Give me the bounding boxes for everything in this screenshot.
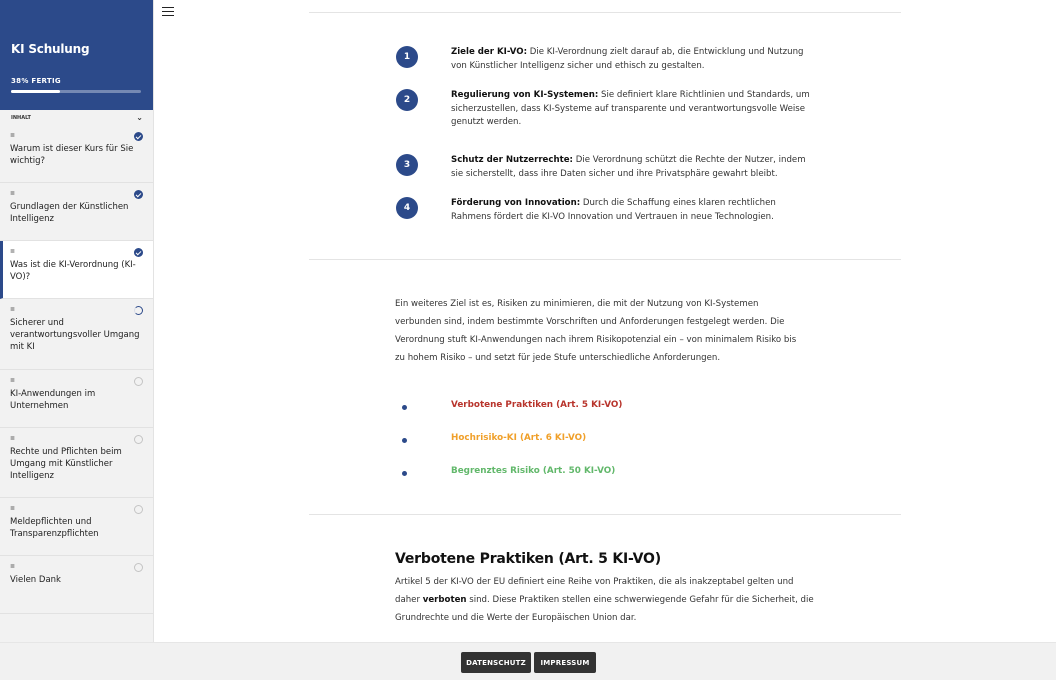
lesson-item[interactable]: [0, 428, 153, 498]
numbered-item: [396, 46, 816, 76]
document-icon: ≣: [10, 307, 16, 313]
risk-intro-paragraph: Ein weiteres Ziel ist es, Risiken zu minimieren, die mit der Nutzung von KI-Systemen verbunden sind, indem bestimmte Vorschriften und Anforderungen festgelegt werden. Die Verordnung stuft KI-Anwendungen nach ihrem Risikopotenzial ein – von minimalem Risiko bis zu hohem Risiko – und setzt für jede Stufe unterschiedliche Anforderungen.: [395, 299, 797, 363]
chevron-down-icon: ⌄: [136, 112, 143, 122]
check-circle-icon: [134, 132, 143, 141]
privacy-button[interactable]: DATENSCHUTZ: [461, 652, 531, 673]
number-badge: 4: [396, 197, 418, 219]
numbered-item: [396, 197, 816, 227]
lesson-title: Rechte und Pflichten beim Umgang mit Künstlicher Intelligenz: [10, 447, 122, 481]
bullet-icon: [402, 438, 407, 443]
risk-level-item: [402, 433, 702, 447]
document-icon: ≣: [10, 564, 16, 570]
numbered-item: [396, 89, 816, 137]
paragraph-emphasis: verboten: [422, 595, 467, 605]
lesson-item[interactable]: [0, 498, 153, 556]
number-badge: 2: [396, 89, 418, 111]
document-icon: ≣: [10, 249, 16, 255]
progress-bar-fill: [11, 90, 60, 93]
bullet-icon: [402, 471, 407, 476]
document-icon: ≣: [10, 436, 16, 442]
lesson-item[interactable]: [0, 241, 153, 299]
numbered-item-body: Die KI-Verordnung zielt darauf ab, die Entwicklung und Nutzung von Künstlicher Intelligenz sicher und ethisch zu gestalten.: [451, 47, 804, 71]
page-footer: [0, 642, 1056, 680]
numbered-item-body: Sie definiert klare Richtlinien und Standards, um sicherzustellen, dass KI-Systeme auf transparente und verantwortungsvolle Weise genutzt werden.: [451, 90, 810, 127]
section-divider: [309, 514, 901, 515]
empty-circle-icon: [134, 563, 143, 572]
course-title: KI Schulung: [11, 42, 90, 56]
numbered-item-text: [451, 46, 811, 73]
document-icon: ≣: [10, 133, 16, 139]
sidebar-header: [0, 0, 153, 110]
numbered-item-heading: Regulierung von KI-Systemen:: [451, 90, 599, 100]
numbered-item-heading: Schutz der Nutzerrechte:: [451, 155, 573, 165]
lesson-list: [0, 125, 153, 614]
numbered-item-heading: Ziele der KI-VO:: [451, 47, 528, 57]
lesson-title: Vielen Dank: [10, 575, 61, 585]
imprint-button[interactable]: IMPRESSUM: [534, 652, 596, 673]
paragraph-text: sind. Diese Praktiken stellen eine schwerwiegende Gefahr für die Sicherheit, die Grundrechte und die Werte der Europäischen Union dar.: [395, 595, 814, 623]
paragraph-text: Artikel 5 der KI-VO der EU definiert eine Reihe von Praktiken, die als inakzeptabel gelten und daher: [395, 577, 794, 605]
numbered-item-body: Die Verordnung schützt die Rechte der Nutzer, indem sie sicherstellt, dass ihre Daten sicher und ihre Privatsphäre gewahrt bleibt.: [451, 155, 806, 179]
check-circle-icon: [134, 248, 143, 257]
numbered-item-text: [451, 197, 811, 224]
risk-level-link[interactable]: Begrenztes Risiko (Art. 50 KI-VO): [451, 466, 616, 476]
lesson-item[interactable]: [0, 125, 153, 183]
numbered-item-body: Durch die Schaffung eines klaren rechtlichen Rahmens fördert die KI-VO Innovation und Vertrauen in neue Technologien.: [451, 198, 776, 222]
toc-label: INHALT: [11, 114, 31, 121]
article-5-paragraph: [395, 573, 815, 627]
number-badge: 3: [396, 154, 418, 176]
section-divider: [309, 12, 901, 13]
empty-circle-icon: [134, 505, 143, 514]
number-badge: 1: [396, 46, 418, 68]
empty-circle-icon: [134, 377, 143, 386]
lesson-title: Warum ist dieser Kurs für Sie wichtig?: [10, 144, 134, 166]
bullet-icon: [402, 405, 407, 410]
risk-level-item: [402, 400, 702, 414]
progress-label: 38% FERTIG: [11, 77, 61, 85]
document-icon: ≣: [10, 378, 16, 384]
progress-circle-icon: [134, 306, 143, 315]
lesson-item[interactable]: [0, 556, 153, 614]
lesson-item[interactable]: [0, 370, 153, 428]
lesson-title: Sicherer und verantwortungsvoller Umgang mit KI: [10, 318, 140, 352]
section-divider: [309, 259, 901, 260]
numbered-item-heading: Förderung von Innovation:: [451, 198, 581, 208]
lesson-item[interactable]: [0, 299, 153, 370]
lesson-title: Meldepflichten und Transparenzpflichten: [10, 517, 99, 539]
lesson-title: KI-Anwendungen im Unternehmen: [10, 389, 96, 411]
empty-circle-icon: [134, 435, 143, 444]
document-icon: ≣: [10, 191, 16, 197]
section-heading: Verbotene Praktiken (Art. 5 KI-VO): [395, 551, 661, 567]
numbered-item-text: [451, 89, 811, 130]
risk-level-link[interactable]: Hochrisiko-KI (Art. 6 KI-VO): [451, 433, 587, 443]
document-icon: ≣: [10, 506, 16, 512]
numbered-item: [396, 154, 816, 184]
numbered-item-text: [451, 154, 811, 181]
check-circle-icon: [134, 190, 143, 199]
toc-toggle[interactable]: [0, 110, 153, 125]
risk-level-link[interactable]: Verbotene Praktiken (Art. 5 KI-VO): [451, 400, 623, 410]
lesson-title: Grundlagen der Künstlichen Intelligenz: [10, 202, 129, 224]
lesson-content: [155, 0, 1056, 642]
course-sidebar: [0, 0, 154, 642]
progress-bar: [11, 90, 141, 93]
risk-level-item: [402, 466, 702, 480]
lesson-item[interactable]: [0, 183, 153, 241]
lesson-title: Was ist die KI-Verordnung (KI-VO)?: [10, 260, 136, 282]
